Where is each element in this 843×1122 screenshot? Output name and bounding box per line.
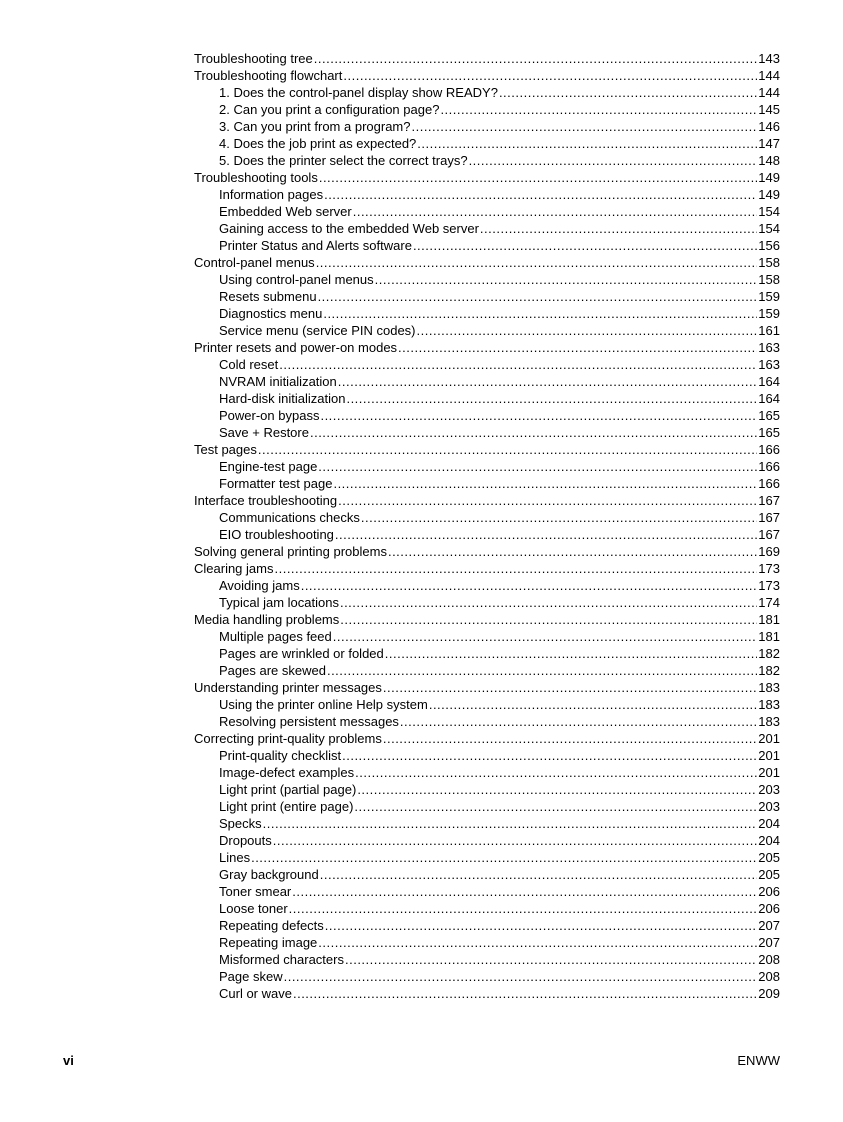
toc-dot-leader (273, 832, 758, 849)
toc-entry-page-number: 203 (758, 799, 780, 814)
toc-entry-page-number: 163 (758, 357, 780, 372)
toc-entry-title: Clearing jams (194, 561, 274, 576)
toc-dot-leader (289, 900, 758, 917)
toc-entry[interactable] (194, 849, 780, 866)
toc-entry-title: Print-quality checklist (219, 748, 342, 763)
toc-entry-page-number: 206 (758, 884, 780, 899)
toc-entry[interactable] (194, 543, 780, 560)
toc-dot-leader (383, 679, 757, 696)
toc-dot-leader (346, 390, 757, 407)
toc-entry[interactable] (194, 475, 780, 492)
toc-entry-title: Pages are skewed (219, 663, 326, 678)
toc-dot-leader (353, 203, 758, 220)
toc-dot-leader (338, 492, 757, 509)
toc-dot-leader (258, 441, 757, 458)
toc-entry-page-number: 204 (758, 816, 780, 831)
toc-entry[interactable] (194, 781, 780, 798)
toc-entry[interactable] (194, 611, 780, 628)
toc-dot-leader (310, 424, 757, 441)
toc-entry-page-number: 203 (758, 782, 780, 797)
toc-dot-leader (361, 509, 757, 526)
toc-entry-title: Dropouts (219, 833, 272, 848)
toc-dot-leader (316, 254, 758, 271)
toc-entry-page-number: 201 (758, 765, 780, 780)
toc-entry-title: Formatter test page (219, 476, 333, 491)
toc-entry-title: Power-on bypass (219, 408, 320, 423)
toc-entry-title: Avoiding jams (219, 578, 300, 593)
toc-dot-leader (251, 849, 757, 866)
toc-entry[interactable] (194, 560, 780, 577)
toc-dot-leader (354, 798, 757, 815)
toc-dot-leader (469, 152, 758, 169)
toc-entry[interactable] (194, 815, 780, 832)
toc-entry-title: Light print (partial page) (219, 782, 357, 797)
toc-entry[interactable] (194, 254, 780, 271)
toc-entry-title: Using the printer online Help system (219, 697, 428, 712)
toc-entry-page-number: 201 (758, 731, 780, 746)
toc-dot-leader (279, 356, 757, 373)
toc-entry-title: Loose toner (219, 901, 288, 916)
toc-entry[interactable] (194, 390, 780, 407)
toc-entry-title: Control-panel menus (194, 255, 315, 270)
toc-entry[interactable] (194, 985, 780, 1002)
toc-entry-title: Repeating defects (219, 918, 324, 933)
toc-dot-leader (335, 526, 757, 543)
toc-entry-title: Correcting print-quality problems (194, 731, 382, 746)
toc-entry[interactable] (194, 305, 780, 322)
toc-entry-page-number: 154 (758, 204, 780, 219)
toc-entry-page-number: 147 (758, 136, 780, 151)
toc-entry-page-number: 181 (758, 629, 780, 644)
toc-entry-page-number: 204 (758, 833, 780, 848)
toc-entry-page-number: 207 (758, 935, 780, 950)
toc-entry-page-number: 173 (758, 561, 780, 576)
toc-entry-title: Printer resets and power-on modes (194, 340, 398, 355)
toc-entry-page-number: 208 (758, 952, 780, 967)
toc-entry-title: Misformed characters (219, 952, 344, 967)
toc-dot-leader (318, 458, 757, 475)
toc-entry[interactable] (194, 169, 780, 186)
toc-entry-title: Curl or wave (219, 986, 292, 1001)
toc-dot-leader (375, 271, 758, 288)
toc-entry-page-number: 158 (758, 255, 780, 270)
toc-entry-page-number: 209 (758, 986, 780, 1001)
toc-entry[interactable] (194, 84, 780, 101)
toc-dot-leader (318, 934, 757, 951)
toc-entry-page-number: 183 (758, 714, 780, 729)
toc-entry-page-number: 183 (758, 697, 780, 712)
toc-entry-title: NVRAM initialization (219, 374, 337, 389)
toc-entry-title: Resets submenu (219, 289, 317, 304)
toc-entry[interactable] (194, 67, 780, 84)
toc-entry[interactable] (194, 696, 780, 713)
toc-entry-title: Hard-disk initialization (219, 391, 346, 406)
toc-dot-leader (333, 628, 758, 645)
toc-entry[interactable] (194, 900, 780, 917)
toc-entry-title: Pages are wrinkled or folded (219, 646, 384, 661)
toc-entry-title: Printer Status and Alerts software (219, 238, 412, 253)
toc-entry-page-number: 167 (758, 527, 780, 542)
toc-dot-leader (340, 611, 757, 628)
toc-entry[interactable] (194, 679, 780, 696)
toc-entry-title: Interface troubleshooting (194, 493, 338, 508)
toc-entry-title: Save + Restore (219, 425, 309, 440)
toc-dot-leader (327, 662, 757, 679)
toc-entry[interactable] (194, 526, 780, 543)
toc-entry-title: Solving general printing problems (194, 544, 387, 559)
toc-entry[interactable] (194, 135, 780, 152)
toc-entry[interactable] (194, 424, 780, 441)
toc-entry-title: Troubleshooting flowchart (194, 68, 343, 83)
toc-dot-leader (338, 373, 758, 390)
toc-entry-page-number: 156 (758, 238, 780, 253)
toc-entry-title: 4. Does the job print as expected? (219, 136, 417, 151)
toc-dot-leader (263, 815, 758, 832)
toc-entry-page-number: 201 (758, 748, 780, 763)
toc-entry-title: Typical jam locations (219, 595, 339, 610)
toc-entry-title: Resolving persistent messages (219, 714, 399, 729)
toc-entry[interactable] (194, 356, 780, 373)
toc-entry-page-number: 143 (758, 51, 780, 66)
toc-dot-leader (292, 883, 757, 900)
toc-dot-leader (411, 118, 757, 135)
toc-entry-title: Gaining access to the embedded Web server (219, 221, 479, 236)
toc-entry[interactable] (194, 798, 780, 815)
toc-dot-leader (413, 237, 757, 254)
toc-entry-title: Information pages (219, 187, 324, 202)
toc-entry[interactable] (194, 594, 780, 611)
toc-entry-page-number: 205 (758, 867, 780, 882)
toc-entry-page-number: 159 (758, 306, 780, 321)
toc-entry-page-number: 154 (758, 221, 780, 236)
toc-dot-leader (440, 101, 757, 118)
toc-entry-page-number: 208 (758, 969, 780, 984)
toc-entry[interactable] (194, 662, 780, 679)
toc-entry-page-number: 146 (758, 119, 780, 134)
toc-dot-leader (417, 322, 758, 339)
toc-entry-page-number: 169 (758, 544, 780, 559)
toc-entry[interactable] (194, 951, 780, 968)
toc-entry-page-number: 161 (758, 323, 780, 338)
toc-entry[interactable] (194, 203, 780, 220)
toc-entry-page-number: 164 (758, 391, 780, 406)
toc-entry-title: 5. Does the printer select the correct trays? (219, 153, 468, 168)
toc-entry-page-number: 159 (758, 289, 780, 304)
toc-entry-page-number: 144 (758, 68, 780, 83)
toc-dot-leader (320, 407, 757, 424)
toc-entry[interactable] (194, 50, 780, 67)
toc-entry[interactable] (194, 628, 780, 645)
toc-dot-leader (301, 577, 758, 594)
toc-entry[interactable] (194, 934, 780, 951)
toc-entry[interactable] (194, 373, 780, 390)
toc-dot-leader (398, 339, 757, 356)
toc-entry-page-number: 158 (758, 272, 780, 287)
toc-entry[interactable] (194, 288, 780, 305)
toc-dot-leader (480, 220, 757, 237)
toc-entry[interactable] (194, 492, 780, 509)
toc-entry[interactable] (194, 458, 780, 475)
toc-entry-title: Media handling problems (194, 612, 340, 627)
toc-entry-title: 1. Does the control-panel display show READY? (219, 85, 498, 100)
toc-entry-title: Light print (entire page) (219, 799, 354, 814)
toc-entry-title: EIO troubleshooting (219, 527, 334, 542)
toc-entry[interactable] (194, 832, 780, 849)
toc-entry-title: Repeating image (219, 935, 318, 950)
toc-entry[interactable] (194, 645, 780, 662)
toc-entry[interactable] (194, 509, 780, 526)
toc-entry[interactable] (194, 152, 780, 169)
toc-dot-leader (385, 645, 758, 662)
toc-entry[interactable] (194, 747, 780, 764)
toc-dot-leader (284, 968, 758, 985)
toc-entry-title: Test pages (194, 442, 257, 457)
toc-entry[interactable] (194, 764, 780, 781)
toc-dot-leader (325, 917, 758, 934)
toc-entry[interactable] (194, 339, 780, 356)
toc-dot-leader (383, 730, 757, 747)
toc-entry-title: Engine-test page (219, 459, 318, 474)
toc-dot-leader (274, 560, 757, 577)
toc-entry[interactable] (194, 186, 780, 203)
toc-dot-leader (355, 764, 757, 781)
toc-entry-page-number: 166 (758, 442, 780, 457)
toc-dot-leader (323, 305, 757, 322)
toc-dot-leader (314, 50, 758, 67)
toc-dot-leader (318, 288, 758, 305)
toc-entry[interactable] (194, 968, 780, 985)
toc-entry-page-number: 206 (758, 901, 780, 916)
toc-dot-leader (499, 84, 757, 101)
toc-entry[interactable] (194, 917, 780, 934)
toc-dot-leader (293, 985, 757, 1002)
toc-entry[interactable] (194, 407, 780, 424)
toc-dot-leader (324, 186, 757, 203)
toc-entry-page-number: 148 (758, 153, 780, 168)
toc-dot-leader (343, 67, 757, 84)
toc-entry-title: Toner smear (219, 884, 292, 899)
toc-entry-page-number: 207 (758, 918, 780, 933)
toc-dot-leader (320, 866, 758, 883)
toc-entry-title: 2. Can you print a configuration page? (219, 102, 440, 117)
toc-entry[interactable] (194, 101, 780, 118)
toc-entry-page-number: 145 (758, 102, 780, 117)
toc-entry-page-number: 173 (758, 578, 780, 593)
table-of-contents (194, 50, 780, 1002)
toc-dot-leader (417, 135, 757, 152)
toc-entry-title: Gray background (219, 867, 319, 882)
toc-entry-title: 3. Can you print from a program? (219, 119, 411, 134)
toc-entry-page-number: 182 (758, 646, 780, 661)
toc-entry-title: Embedded Web server (219, 204, 352, 219)
toc-dot-leader (429, 696, 757, 713)
toc-entry-title: Page skew (219, 969, 283, 984)
toc-entry-page-number: 182 (758, 663, 780, 678)
toc-dot-leader (319, 169, 757, 186)
toc-entry-page-number: 165 (758, 425, 780, 440)
toc-entry[interactable] (194, 271, 780, 288)
toc-entry-page-number: 181 (758, 612, 780, 627)
toc-entry-page-number: 164 (758, 374, 780, 389)
toc-entry[interactable] (194, 441, 780, 458)
toc-entry-title: Using control-panel menus (219, 272, 374, 287)
toc-dot-leader (342, 747, 757, 764)
toc-dot-leader (400, 713, 757, 730)
toc-entry-title: Lines (219, 850, 251, 865)
toc-dot-leader (345, 951, 757, 968)
toc-entry-page-number: 149 (758, 187, 780, 202)
toc-entry-page-number: 174 (758, 595, 780, 610)
toc-entry[interactable] (194, 713, 780, 730)
toc-entry[interactable] (194, 883, 780, 900)
toc-entry[interactable] (194, 237, 780, 254)
toc-entry-title: Troubleshooting tree (194, 51, 313, 66)
toc-entry-page-number: 144 (758, 85, 780, 100)
toc-entry-title: Specks (219, 816, 262, 831)
toc-entry-title: Communications checks (219, 510, 360, 525)
toc-entry-title: Understanding printer messages (194, 680, 382, 695)
toc-entry-title: Service menu (service PIN codes) (219, 323, 416, 338)
toc-dot-leader (333, 475, 757, 492)
toc-entry[interactable] (194, 322, 780, 339)
toc-entry-page-number: 183 (758, 680, 780, 695)
toc-entry-title: Cold reset (219, 357, 279, 372)
toc-entry-page-number: 167 (758, 493, 780, 508)
toc-entry[interactable] (194, 577, 780, 594)
footer-document-code: ENWW (737, 1053, 780, 1068)
toc-entry[interactable] (194, 220, 780, 237)
toc-entry-page-number: 165 (758, 408, 780, 423)
toc-dot-leader (340, 594, 757, 611)
toc-entry-page-number: 167 (758, 510, 780, 525)
toc-entry-title: Troubleshooting tools (194, 170, 318, 185)
toc-entry-title: Diagnostics menu (219, 306, 323, 321)
toc-entry-title: Image-defect examples (219, 765, 355, 780)
toc-dot-leader (388, 543, 757, 560)
toc-entry-page-number: 166 (758, 476, 780, 491)
toc-dot-leader (357, 781, 757, 798)
toc-entry[interactable] (194, 118, 780, 135)
toc-entry[interactable] (194, 730, 780, 747)
toc-entry-page-number: 163 (758, 340, 780, 355)
toc-entry-page-number: 149 (758, 170, 780, 185)
toc-entry-page-number: 166 (758, 459, 780, 474)
footer-page-number: vi (63, 1053, 74, 1068)
toc-entry-title: Multiple pages feed (219, 629, 332, 644)
toc-entry[interactable] (194, 866, 780, 883)
toc-entry-page-number: 205 (758, 850, 780, 865)
